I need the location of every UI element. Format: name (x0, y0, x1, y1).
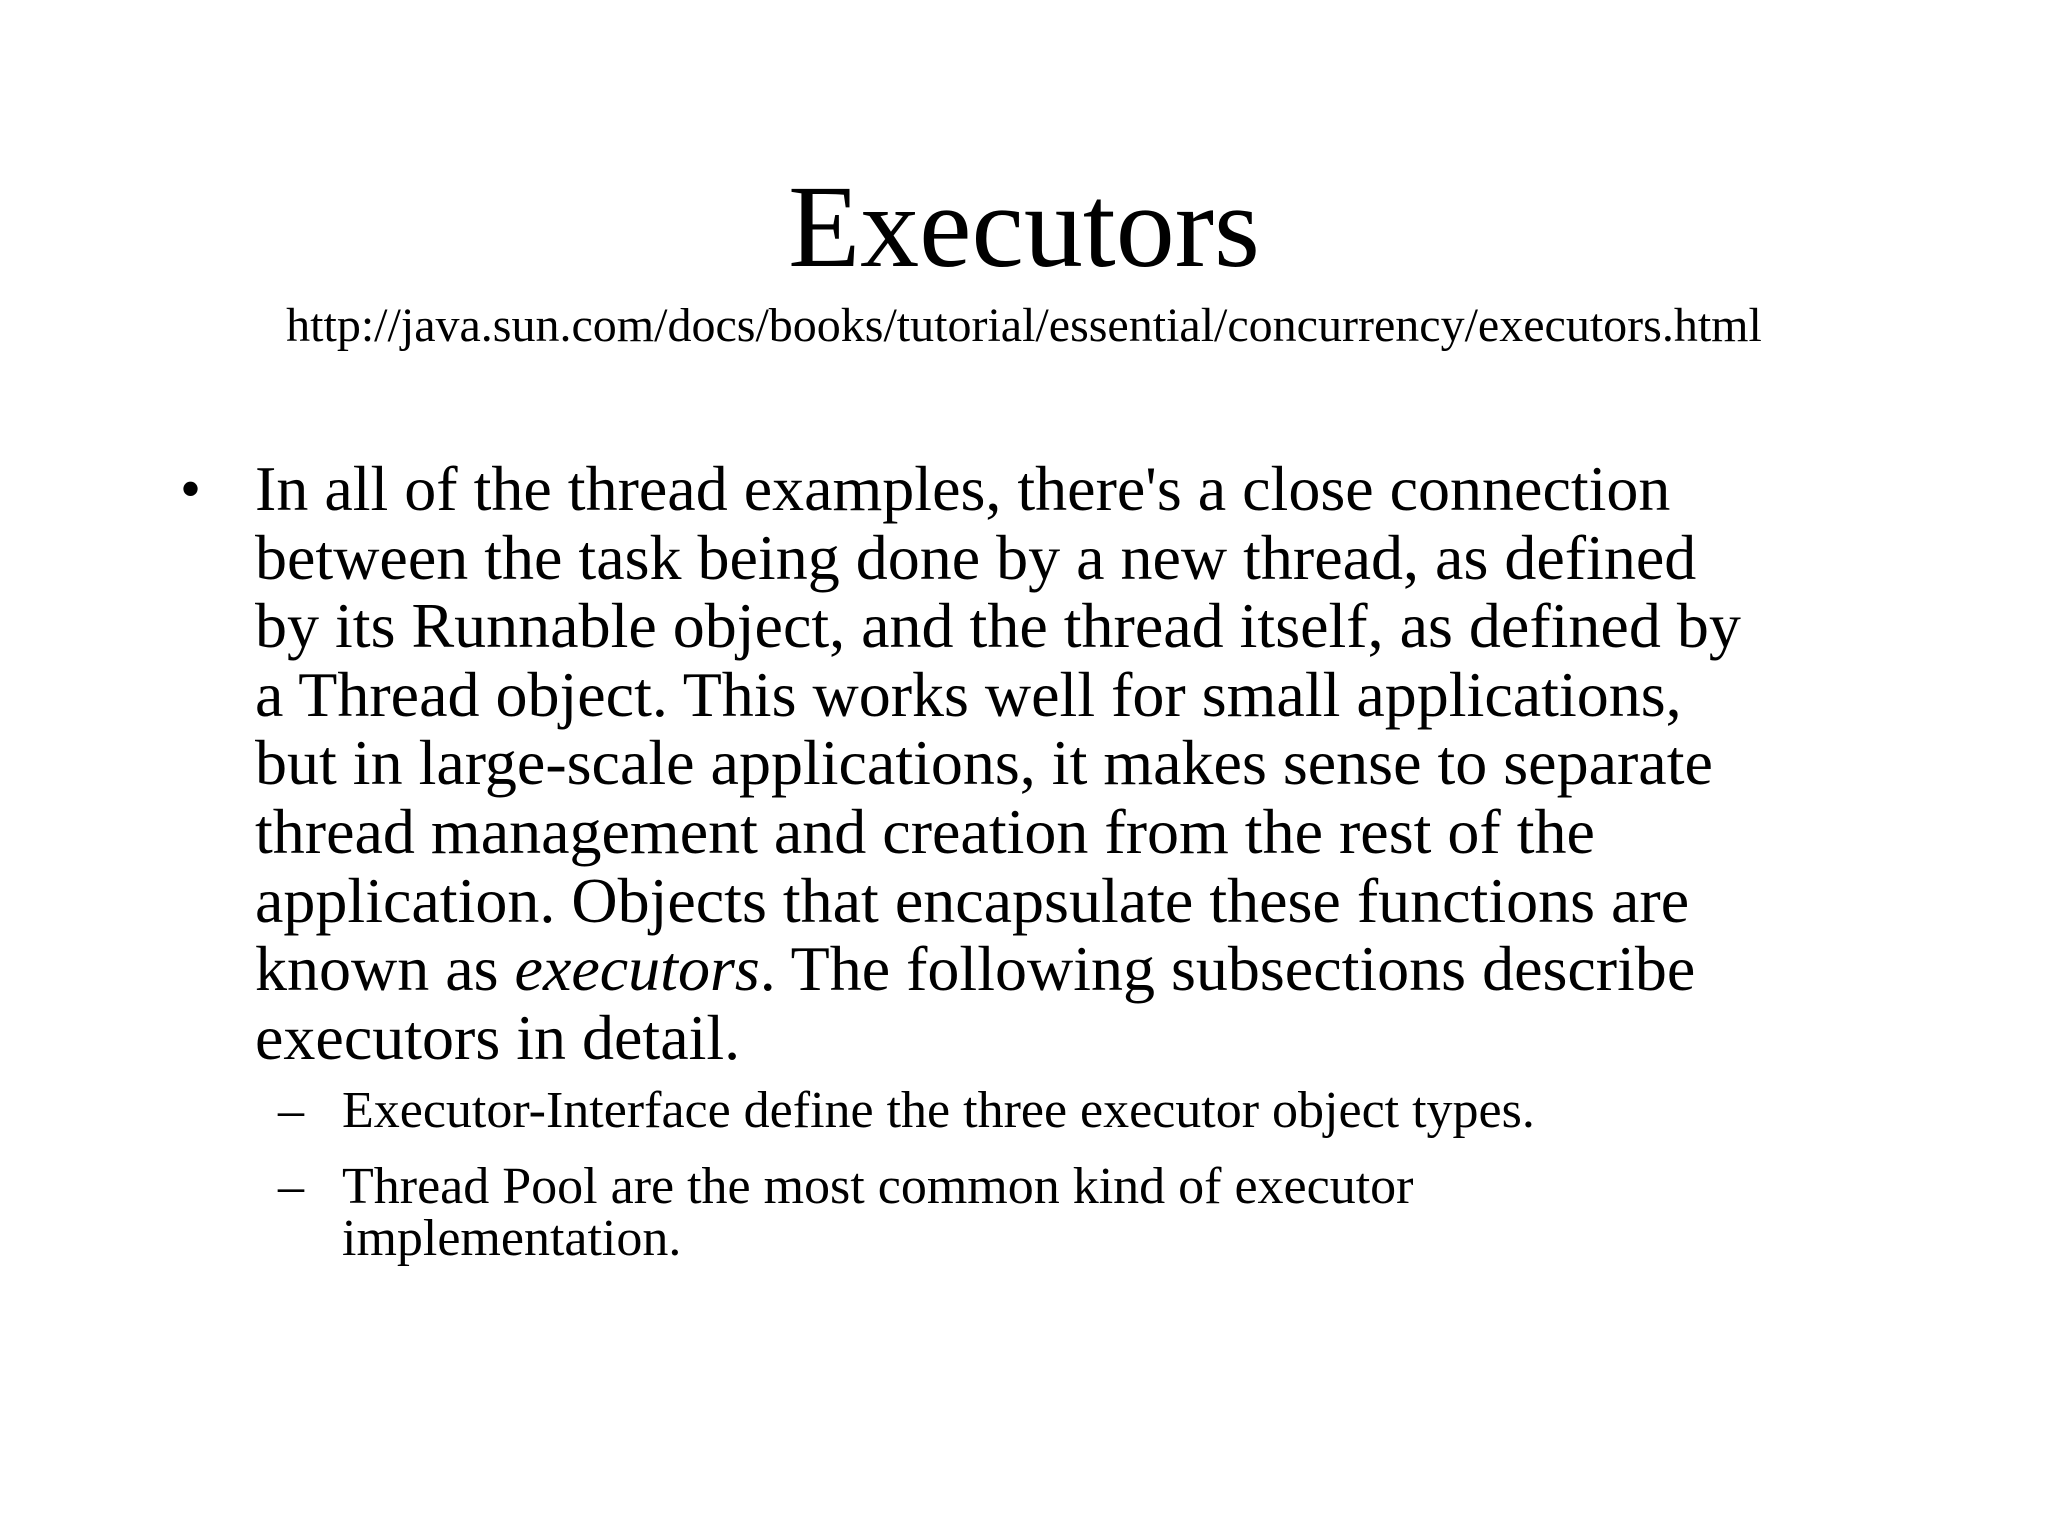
dash-marker: – (278, 1158, 304, 1215)
sub-bullet-text (342, 1158, 1878, 1267)
sub-bullet-thread-pool (278, 1158, 1878, 1267)
slide-title: Executors (788, 161, 1260, 292)
bullet-line-8-before: known as (255, 933, 515, 1005)
sub-bullet-line: Executor-Interface define the three executor object types. (342, 1082, 1535, 1139)
bullet-line-5: but in large-scale applications, it makes sense to separate (255, 727, 1713, 799)
bullet-marker: • (180, 456, 202, 522)
bullet-line-4: a Thread object. This works well for small applications, (255, 658, 1682, 730)
dash-marker: – (278, 1082, 304, 1139)
sub-bullet-executor-interface (278, 1082, 1878, 1139)
bullet-line-7: application. Objects that encapsulate these functions are (255, 864, 1690, 936)
bullet-line-8 (255, 935, 1880, 1004)
sub-bullet-line: Thread Pool are the most common kind of executor (342, 1158, 1414, 1215)
executors-term: executors (514, 933, 760, 1005)
bullet-line-3: by its Runnable object, and the thread itself, as defined by (255, 590, 1741, 662)
sub-bullet-line: implementation. (342, 1210, 682, 1267)
sub-bullet-list (278, 1082, 1878, 1289)
bullet-line-9: executors in detail. (255, 1001, 741, 1073)
bullet-line-2: between the task being done by a new thread, as defined (255, 521, 1697, 593)
bullet-line-8-after: . The following subsections describe (759, 933, 1696, 1005)
reference-url: http://java.sun.com/docs/books/tutorial/essential/concurrency/executors.html (286, 299, 1762, 352)
bullet-paragraph (255, 455, 1880, 1072)
sub-bullet-text (342, 1082, 1878, 1139)
bullet-line-6: thread management and creation from the rest of the (255, 795, 1595, 867)
bullet-line-1: In all of the thread examples, there's a close connection (255, 453, 1671, 524)
